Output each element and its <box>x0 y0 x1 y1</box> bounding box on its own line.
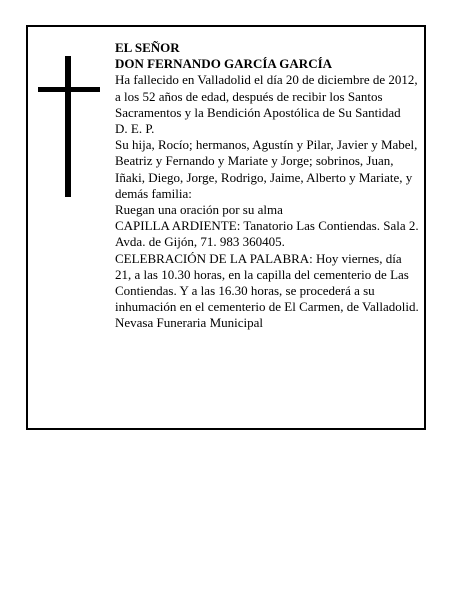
chapel-paragraph: CAPILLA ARDIENTE: Tanatorio Las Contiendas. Sala 2. Avda. de Gijón, 71. 983 360405. <box>115 218 419 250</box>
notice-title-line2: DON FERNANDO GARCÍA GARCÍA <box>115 56 333 72</box>
funeral-home: Nevasa Funeraria Municipal <box>115 315 264 331</box>
death-paragraph: Ha fallecido en Valladolid el día 20 de diciembre de 2012, a los 52 años de edad, después de recibir los Santos Sacramentos y la Bendición Apostólica de Su Santidad <box>115 72 418 120</box>
celebration-paragraph: CELEBRACIÓN DE LA PALABRA: Hoy viernes, día 21, a las 10.30 horas, en la capilla del cementerio de Las Contiendas. Y a las 16.30 horas, se procederá a su inhumación en el cementerio de El Carmen, de Valladolid. <box>115 250 419 315</box>
obituary-notice <box>26 25 426 430</box>
notice-title-line1: EL SEÑOR <box>115 40 180 55</box>
cross-horizontal-bar <box>38 87 100 92</box>
cross-vertical-bar <box>65 56 71 197</box>
prayer-request: Ruegan una oración por su alma <box>115 202 283 218</box>
family-paragraph: Su hija, Rocío; hermanos, Agustín y Pilar, Javier y Mabel, Beatriz y Fernando y Mariate y Jorge; sobrinos, Juan, Iñaki, Diego, Jorge, Rodrigo, Jaime, Alberto y Mariate, y demás familia: <box>115 137 418 201</box>
notice-text <box>115 40 421 332</box>
cross-icon <box>38 56 100 197</box>
rip-line: D. E. P. <box>115 121 155 137</box>
